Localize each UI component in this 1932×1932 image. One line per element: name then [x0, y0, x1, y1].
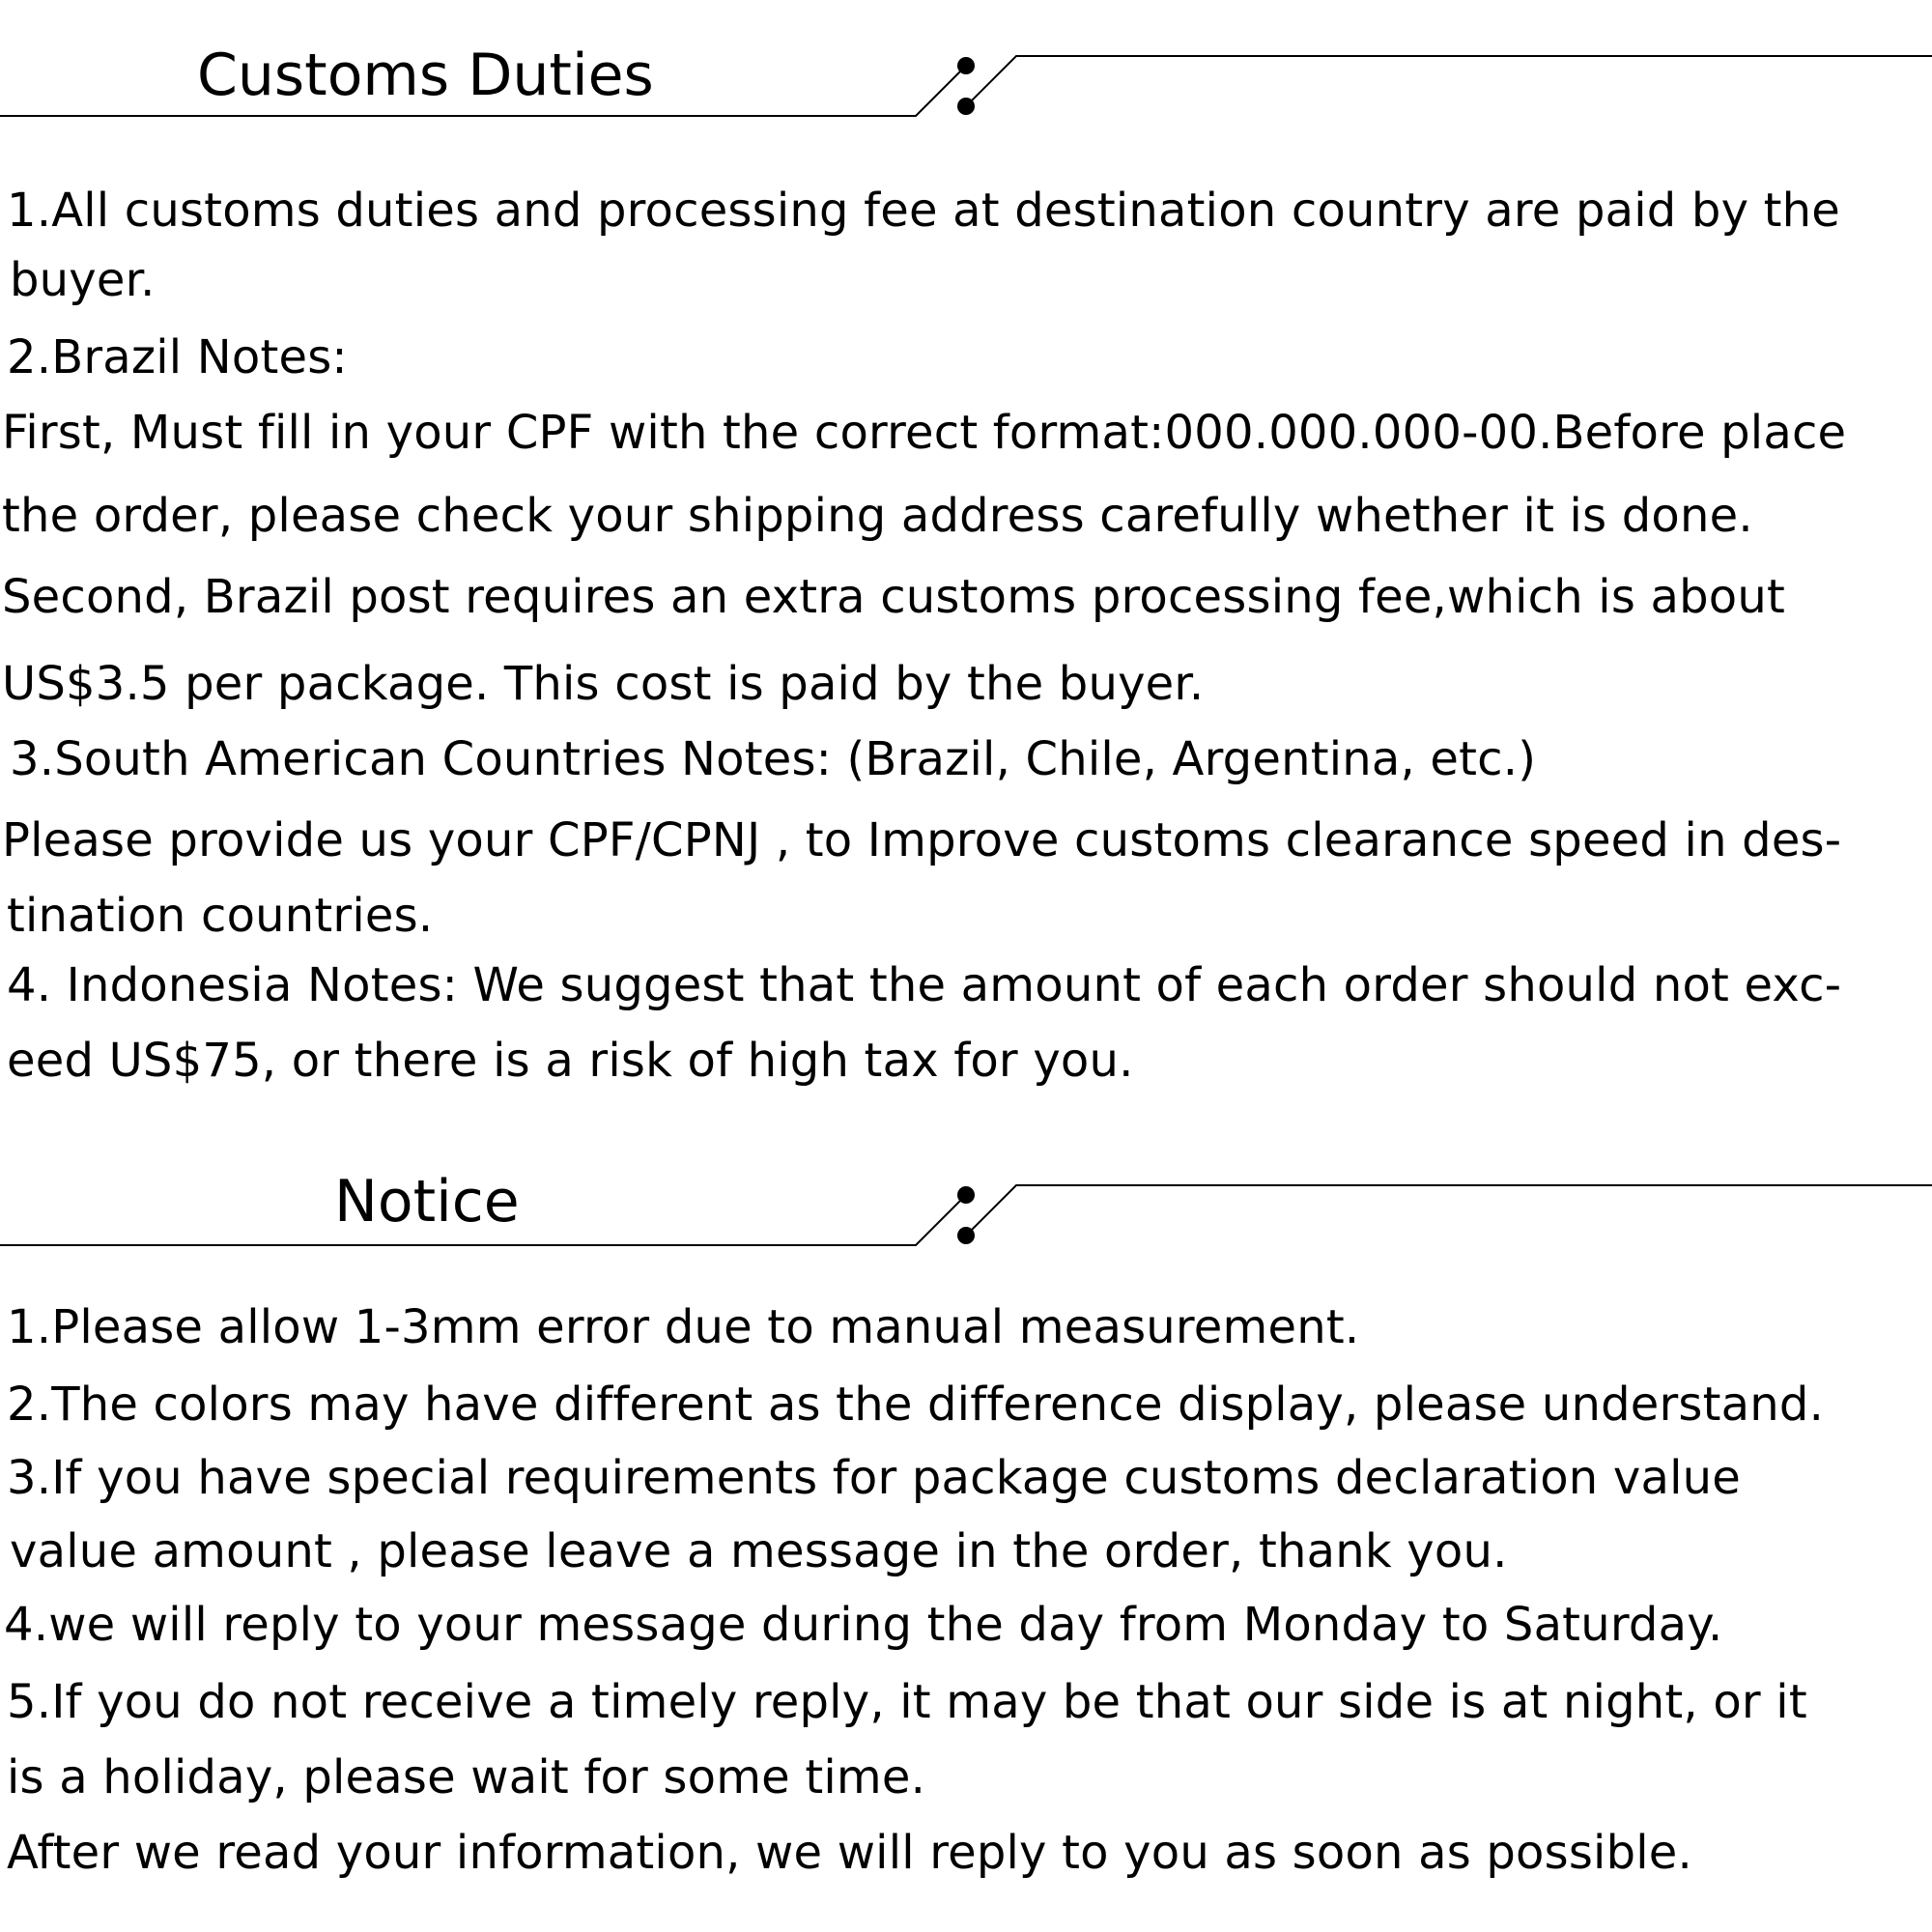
customs-line-11: 4. Indonesia Notes: We suggest that the amount of each order should not exc- [7, 958, 1842, 1012]
customs-line-2: buyer. [10, 253, 156, 307]
notice-line-8: After we read your information, we will reply to you as soon as possible. [7, 1826, 1692, 1880]
customs-line-12: eed US$75, or there is a risk of high tax for you. [7, 1034, 1134, 1088]
notice-line-4: value amount , please leave a message in the order, thank you. [10, 1524, 1508, 1578]
customs-line-9: Please provide us your CPF/CPNJ , to Improve customs clearance speed in des- [2, 813, 1842, 867]
customs-line-6: Second, Brazil post requires an extra customs processing fee,which is about [2, 570, 1785, 624]
customs-line-1: 1.All customs duties and processing fee at destination country are paid by the [7, 184, 1841, 238]
customs-line-5: the order, please check your shipping address carefully whether it is done. [2, 489, 1753, 543]
customs-line-3: 2.Brazil Notes: [7, 330, 348, 384]
customs-line-7: US$3.5 per package. This cost is paid by the buyer. [2, 657, 1205, 711]
notice-title: Notice [334, 1168, 520, 1236]
notice-line-6: 5.If you do not receive a timely reply, it may be that our side is at night, or it [7, 1675, 1807, 1729]
notice-line-1: 1.Please allow 1-3mm error due to manual measurement. [7, 1300, 1360, 1354]
notice-line-3: 3.If you have special requirements for package customs declaration value [7, 1451, 1741, 1505]
notice-line-2: 2.The colors may have different as the difference display, please understand. [7, 1378, 1825, 1432]
customs-line-8: 3.South American Countries Notes: (Brazil, Chile, Argentina, etc.) [10, 732, 1537, 786]
customs-duties-title: Customs Duties [197, 42, 654, 109]
customs-line-4: First, Must fill in your CPF with the correct format:000.000.000-00.Before place [2, 406, 1847, 460]
customs-line-10: tination countries. [7, 889, 434, 943]
notice-line-7: is a holiday, please wait for some time. [7, 1750, 926, 1804]
notice-line-5: 4.we will reply to your message during the day from Monday to Saturday. [4, 1598, 1723, 1652]
